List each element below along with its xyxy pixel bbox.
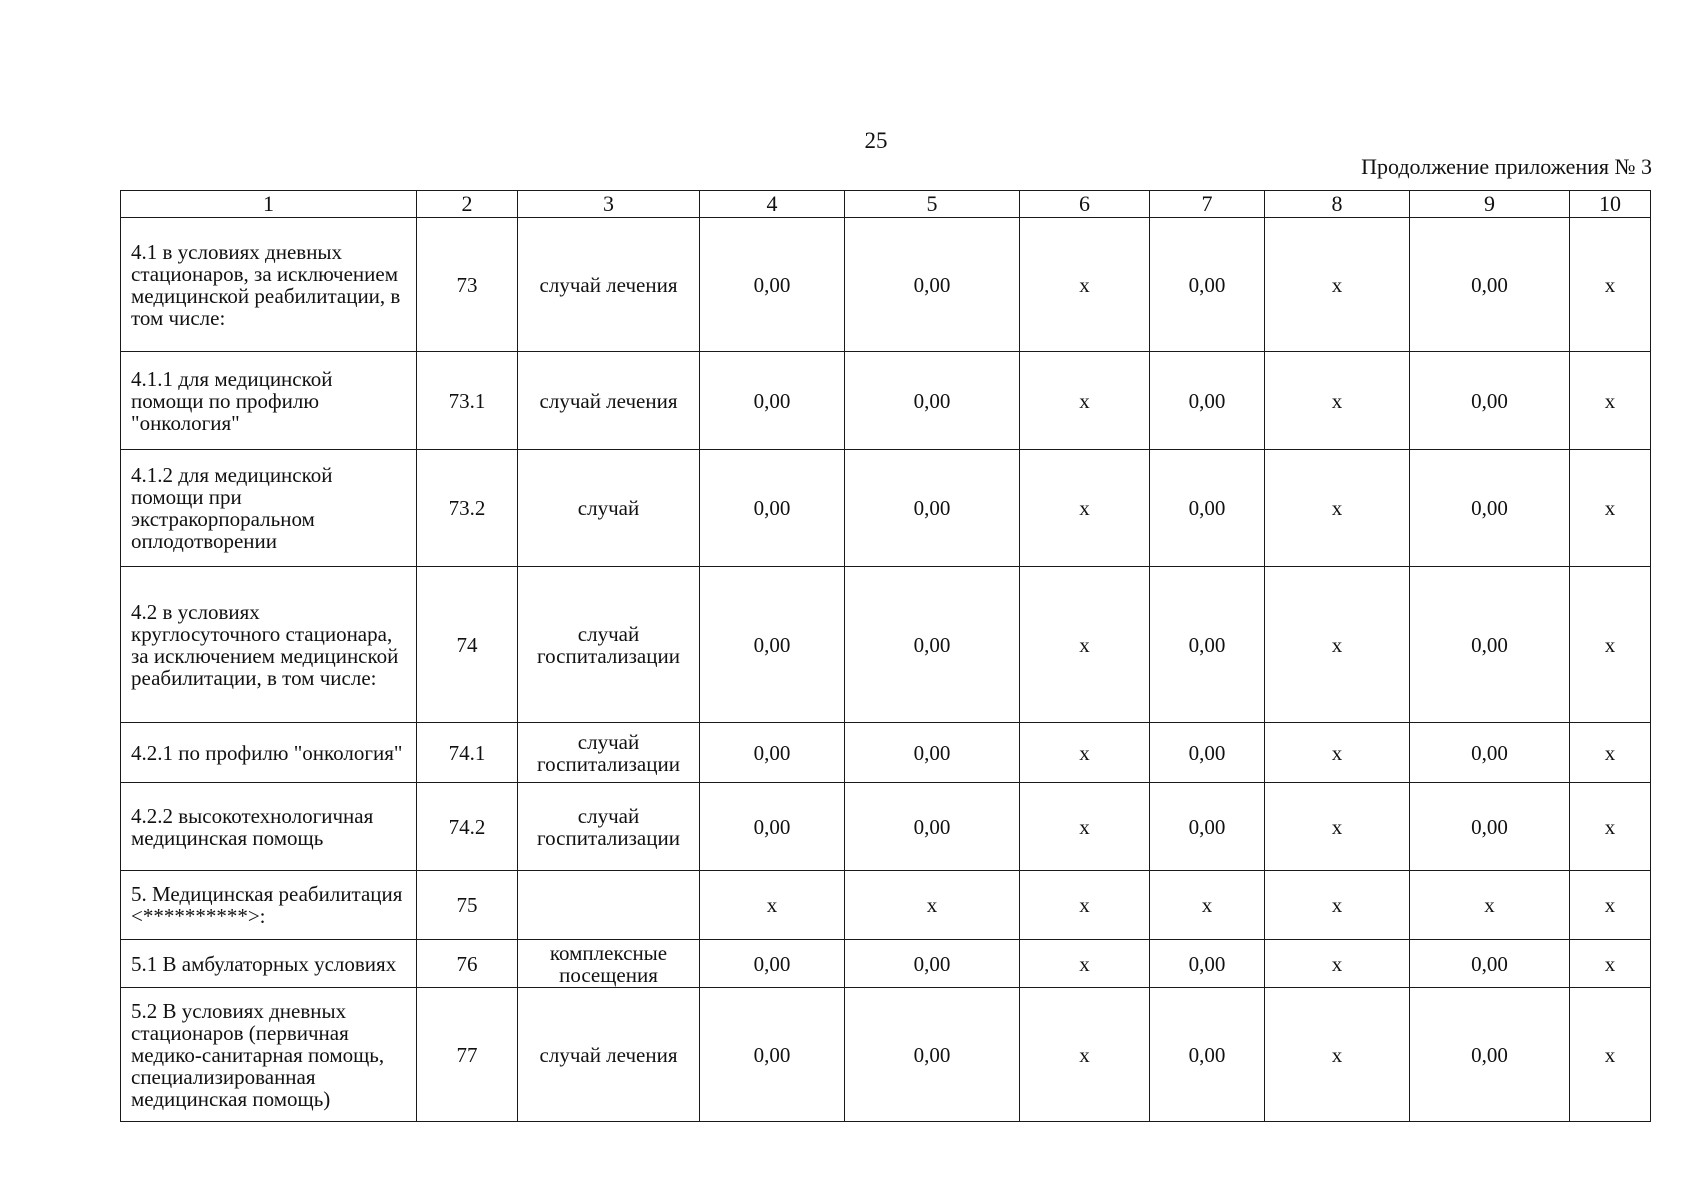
page-number: 25: [864, 128, 888, 153]
table-row: [121, 218, 1651, 352]
row-name: 4.2.2 высокотехнологичная медицинская помощь: [121, 783, 417, 871]
cell-col9: 0,00: [1410, 940, 1570, 988]
cell-col8: х: [1265, 783, 1410, 871]
cell-col7: 0,00: [1150, 218, 1265, 352]
cell-col8: х: [1265, 940, 1410, 988]
cell-col5: 0,00: [845, 450, 1020, 567]
cell-col9: 0,00: [1410, 450, 1570, 567]
row-code: 74: [417, 567, 518, 723]
cell-col4: 0,00: [700, 567, 845, 723]
row-name: 4.1 в условиях дневных стационаров, за исключением медицинской реабилитации, в том числе:: [121, 218, 417, 352]
cell-col4: 0,00: [700, 940, 845, 988]
table-row: [121, 352, 1651, 450]
cell-col9: 0,00: [1410, 218, 1570, 352]
row-unit: случай: [518, 450, 700, 567]
cell-col10: х: [1570, 218, 1651, 352]
cell-col4: 0,00: [700, 218, 845, 352]
cell-col7: 0,00: [1150, 783, 1265, 871]
cell-col4: х: [700, 871, 845, 940]
row-code: 73.2: [417, 450, 518, 567]
row-unit: случай лечения: [518, 218, 700, 352]
cell-col5: 0,00: [845, 723, 1020, 783]
row-unit: случай госпитализации: [518, 723, 700, 783]
column-header: 7: [1150, 191, 1265, 218]
appendix-table: [120, 190, 1651, 1122]
cell-col10: х: [1570, 988, 1651, 1122]
cell-col6: х: [1020, 352, 1150, 450]
table-row: [121, 450, 1651, 567]
cell-col4: 0,00: [700, 352, 845, 450]
row-code: 74.2: [417, 783, 518, 871]
row-code: 73.1: [417, 352, 518, 450]
row-code: 73: [417, 218, 518, 352]
table-row: [121, 988, 1651, 1122]
cell-col5: 0,00: [845, 988, 1020, 1122]
appendix-continuation-note: Продолжение приложения № 3: [1361, 154, 1652, 179]
cell-col7: х: [1150, 871, 1265, 940]
cell-col9: 0,00: [1410, 723, 1570, 783]
row-name: 5.1 В амбулаторных условиях: [121, 940, 417, 988]
column-header: 2: [417, 191, 518, 218]
table-row: [121, 871, 1651, 940]
cell-col8: х: [1265, 450, 1410, 567]
cell-col9: 0,00: [1410, 783, 1570, 871]
cell-col5: х: [845, 871, 1020, 940]
table-row: [121, 567, 1651, 723]
cell-col9: 0,00: [1410, 567, 1570, 723]
column-header: 5: [845, 191, 1020, 218]
cell-col10: х: [1570, 450, 1651, 567]
column-header: 4: [700, 191, 845, 218]
cell-col9: х: [1410, 871, 1570, 940]
column-header: 1: [121, 191, 417, 218]
cell-col7: 0,00: [1150, 352, 1265, 450]
row-unit: [518, 871, 700, 940]
table-row: [121, 723, 1651, 783]
cell-col10: х: [1570, 352, 1651, 450]
cell-col9: 0,00: [1410, 352, 1570, 450]
cell-col8: х: [1265, 567, 1410, 723]
cell-col7: 0,00: [1150, 940, 1265, 988]
cell-col10: х: [1570, 783, 1651, 871]
column-header: 8: [1265, 191, 1410, 218]
cell-col8: х: [1265, 352, 1410, 450]
row-name: 4.2 в условиях круглосуточного стационара, за исключением медицинской реабилитации, в том числе:: [121, 567, 417, 723]
cell-col10: х: [1570, 723, 1651, 783]
cell-col6: х: [1020, 567, 1150, 723]
cell-col7: 0,00: [1150, 988, 1265, 1122]
row-unit: комплексные посещения: [518, 940, 700, 988]
row-name: 4.2.1 по профилю "онкология": [121, 723, 417, 783]
column-header: 6: [1020, 191, 1150, 218]
row-code: 74.1: [417, 723, 518, 783]
cell-col6: х: [1020, 723, 1150, 783]
cell-col8: х: [1265, 218, 1410, 352]
row-name: 4.1.2 для медицинской помощи при экстракорпоральном оплодотворении: [121, 450, 417, 567]
cell-col6: х: [1020, 450, 1150, 567]
cell-col9: 0,00: [1410, 988, 1570, 1122]
row-code: 76: [417, 940, 518, 988]
cell-col4: 0,00: [700, 450, 845, 567]
row-unit: случай госпитализации: [518, 783, 700, 871]
cell-col5: 0,00: [845, 940, 1020, 988]
row-unit: случай лечения: [518, 988, 700, 1122]
row-name: 5. Медицинская реабилитация <**********>:: [121, 871, 417, 940]
cell-col4: 0,00: [700, 723, 845, 783]
column-header: 3: [518, 191, 700, 218]
cell-col4: 0,00: [700, 988, 845, 1122]
cell-col8: х: [1265, 723, 1410, 783]
row-unit: случай госпитализации: [518, 567, 700, 723]
column-number-row: [121, 191, 1651, 218]
cell-col10: х: [1570, 567, 1651, 723]
cell-col5: 0,00: [845, 567, 1020, 723]
cell-col8: х: [1265, 871, 1410, 940]
cell-col5: 0,00: [845, 218, 1020, 352]
cell-col7: 0,00: [1150, 450, 1265, 567]
cell-col10: х: [1570, 940, 1651, 988]
row-code: 77: [417, 988, 518, 1122]
cell-col4: 0,00: [700, 783, 845, 871]
cell-col10: х: [1570, 871, 1651, 940]
cell-col6: х: [1020, 940, 1150, 988]
cell-col5: 0,00: [845, 783, 1020, 871]
table-row: [121, 783, 1651, 871]
cell-col5: 0,00: [845, 352, 1020, 450]
cell-col7: 0,00: [1150, 567, 1265, 723]
table-row: [121, 940, 1651, 988]
cell-col6: х: [1020, 783, 1150, 871]
column-header: 10: [1570, 191, 1651, 218]
row-unit: случай лечения: [518, 352, 700, 450]
cell-col6: х: [1020, 988, 1150, 1122]
cell-col6: х: [1020, 871, 1150, 940]
cell-col8: х: [1265, 988, 1410, 1122]
column-header: 9: [1410, 191, 1570, 218]
row-code: 75: [417, 871, 518, 940]
row-name: 4.1.1 для медицинской помощи по профилю "онкология": [121, 352, 417, 450]
row-name: 5.2 В условиях дневных стационаров (первичная медико-санитарная помощь, специализированная медицинская помощь): [121, 988, 417, 1122]
cell-col6: х: [1020, 218, 1150, 352]
cell-col7: 0,00: [1150, 723, 1265, 783]
